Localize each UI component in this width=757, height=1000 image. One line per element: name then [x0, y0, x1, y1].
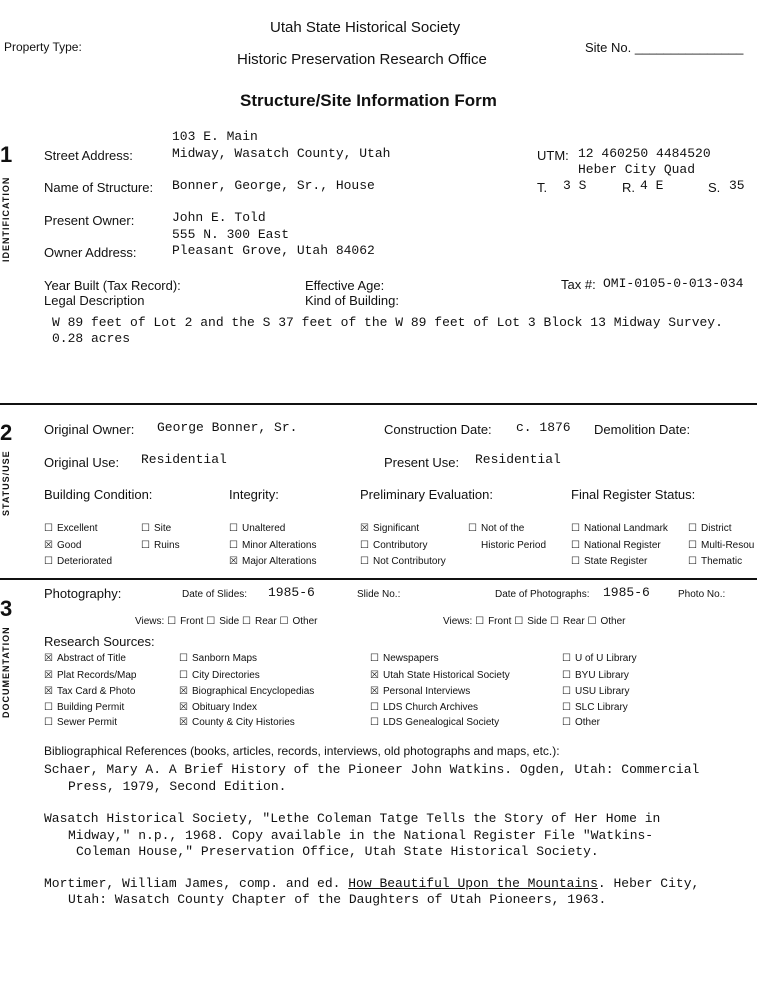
slide-views: Views: ☐ Front ☐ Side ☐ Rear ☐ Other: [135, 616, 318, 627]
legal-line2: 0.28 acres: [52, 331, 131, 346]
slide-view-front[interactable]: ☐ Front: [167, 616, 204, 627]
section-tag-documentation: DOCUMENTATION: [1, 626, 11, 718]
checkbox-icon: ☐: [562, 702, 571, 713]
street-line2: Midway, Wasatch County, Utah: [172, 146, 391, 161]
section-divider-2: [0, 578, 757, 580]
source-newspapers[interactable]: ☐ Newspapers: [370, 653, 439, 664]
bib-entry-3-title: How Beautiful Upon the Mountains: [348, 876, 598, 891]
checkbox-checked-icon: ☒: [179, 717, 188, 728]
source-tax-card[interactable]: ☒ Tax Card & Photo: [44, 686, 136, 697]
condition-excellent[interactable]: ☐ Excellent: [44, 523, 98, 534]
checkbox-icon: ☐: [571, 556, 580, 567]
section-divider-1: [0, 403, 757, 405]
slide-view-side[interactable]: ☐ Side: [206, 616, 240, 627]
checkbox-icon: ☐: [141, 523, 150, 534]
checkbox-icon: ☐: [179, 653, 188, 664]
original-owner-label: Original Owner:: [44, 422, 135, 437]
bib-entry-2-line3: Coleman House," Preservation Office, Utah State Historical Society.: [76, 844, 599, 859]
utm-value: 12 460250 4484520: [578, 146, 711, 161]
final-register-label: Final Register Status:: [571, 487, 696, 502]
bib-entry-3-line2: Utah: Wasatch County Chapter of the Daughters of Utah Pioneers, 1963.: [68, 892, 607, 907]
integrity-major[interactable]: ☒ Major Alterations: [229, 556, 317, 567]
photo-view-side[interactable]: ☐ Side: [514, 616, 548, 627]
section-number-3: 3: [0, 596, 13, 621]
checkbox-icon: ☐: [562, 686, 571, 697]
construction-date-value: c. 1876: [516, 420, 571, 435]
final-national-landmark[interactable]: ☐ National Landmark: [571, 523, 668, 534]
section-number-2: 2: [0, 420, 13, 445]
form-title: Structure/Site Information Form: [240, 91, 497, 110]
checkbox-icon: ☐: [688, 523, 697, 534]
checkbox-checked-icon: ☒: [370, 670, 379, 681]
prelim-significant[interactable]: ☒ Significant: [360, 523, 420, 534]
photo-view-other[interactable]: ☐ Other: [587, 616, 626, 627]
condition-ruins[interactable]: ☐ Ruins: [141, 540, 180, 551]
range-value: 4 E: [640, 178, 664, 193]
checkbox-icon: ☐: [562, 717, 571, 728]
township-label: T.: [537, 180, 548, 195]
section-tag-status-use: STATUS/USE: [1, 450, 11, 516]
section-number-1: 1: [0, 142, 13, 167]
property-type-label: Property Type:: [4, 40, 82, 54]
checkbox-icon: ☐: [571, 523, 580, 534]
checkbox-icon: ☐: [370, 717, 379, 728]
checkbox-icon: ☐: [44, 717, 53, 728]
checkbox-icon: ☐: [562, 670, 571, 681]
source-lds-genealogical[interactable]: ☐ LDS Genealogical Society: [370, 717, 500, 728]
photos-date-label: Date of Photographs:: [495, 589, 590, 600]
checkbox-checked-icon: ☒: [44, 653, 53, 664]
owner-address-label: Owner Address:: [44, 245, 137, 260]
legal-line1: W 89 feet of Lot 2 and the S 37 feet of the W 89 feet of Lot 3 Block 13 Midway Survey.: [52, 315, 723, 330]
photo-views: Views: ☐ Front ☐ Side ☐ Rear ☐ Other: [443, 616, 626, 627]
section-value: 35: [729, 178, 745, 193]
checkbox-icon: ☐: [44, 556, 53, 567]
preliminary-evaluation-label: Preliminary Evaluation:: [360, 487, 493, 502]
final-state-register[interactable]: ☐ State Register: [571, 556, 648, 567]
structure-label: Name of Structure:: [44, 180, 154, 195]
present-use-value: Residential: [475, 452, 561, 467]
checkbox-icon: ☐: [370, 702, 379, 713]
slide-view-other[interactable]: ☐ Other: [279, 616, 318, 627]
checkbox-icon: ☐: [562, 653, 571, 664]
checkbox-icon: ☐: [468, 523, 477, 534]
slide-view-rear[interactable]: ☐ Rear: [241, 616, 277, 627]
checkbox-icon: ☐: [167, 616, 177, 627]
prelim-not-contributory[interactable]: ☐ Not Contributory: [360, 556, 446, 567]
slides-date-value: 1985-6: [268, 585, 315, 600]
slides-date-label: Date of Slides:: [182, 589, 248, 600]
source-usu[interactable]: ☐ USU Library: [562, 686, 630, 697]
source-building-permit[interactable]: ☐ Building Permit: [44, 702, 125, 713]
bib-entry-1-line1: Schaer, Mary A. A Brief History of the Pioneer John Watkins. Ogden, Utah: Commercial: [44, 762, 700, 777]
bibliography-label: Bibliographical References (books, articles, records, interviews, old photographs and maps, etc.):: [44, 744, 560, 758]
source-other[interactable]: ☐ Other: [562, 717, 601, 728]
prelim-contributory[interactable]: ☐ Contributory: [360, 540, 428, 551]
source-slc[interactable]: ☐ SLC Library: [562, 702, 628, 713]
owner-line1: John E. Told: [172, 210, 266, 225]
bib-entry-2-line1: Wasatch Historical Society, "Lethe Coleman Tatge Tells the Story of Her Home in: [44, 811, 661, 826]
section-label: S.: [708, 180, 721, 195]
owner-address-value: Pleasant Grove, Utah 84062: [172, 243, 375, 258]
effective-age-label: Effective Age:: [305, 278, 385, 293]
prelim-historic-period-label: Historic Period: [481, 540, 547, 551]
research-sources-label: Research Sources:: [44, 634, 155, 649]
checkbox-icon: ☐: [587, 616, 597, 627]
source-sanborn[interactable]: ☐ Sanborn Maps: [179, 653, 258, 664]
photos-date-value: 1985-6: [603, 585, 650, 600]
source-byu[interactable]: ☐ BYU Library: [562, 670, 629, 681]
quad-value: Heber City Quad: [578, 162, 696, 177]
checkbox-checked-icon: ☒: [44, 686, 53, 697]
source-bio-encyclopedias[interactable]: ☒ Biographical Encyclopedias: [179, 686, 315, 697]
slide-no-label: Slide No.:: [357, 589, 401, 600]
condition-site[interactable]: ☐ Site: [141, 523, 172, 534]
owner-line2: 555 N. 300 East: [172, 227, 290, 242]
source-obituary[interactable]: ☒ Obituary Index: [179, 702, 258, 713]
township-value: 3 S: [563, 178, 587, 193]
checkbox-checked-icon: ☒: [370, 686, 379, 697]
range-label: R.: [622, 180, 635, 195]
checkbox-icon: ☐: [229, 523, 238, 534]
condition-good[interactable]: ☒ Good: [44, 540, 82, 551]
checkbox-icon: ☐: [360, 540, 369, 551]
checkbox-icon: ☐: [571, 540, 580, 551]
checkbox-checked-icon: ☒: [44, 670, 53, 681]
checkbox-checked-icon: ☒: [179, 702, 188, 713]
checkbox-icon: ☐: [360, 556, 369, 567]
structure-value: Bonner, George, Sr., House: [172, 178, 375, 193]
condition-deteriorated[interactable]: ☐ Deteriorated: [44, 556, 113, 567]
photo-no-label: Photo No.:: [678, 589, 726, 600]
checkbox-icon: ☐: [44, 523, 53, 534]
checkbox-icon: ☐: [688, 540, 697, 551]
building-condition-label: Building Condition:: [44, 487, 153, 502]
source-uofu[interactable]: ☐ U of U Library: [562, 653, 637, 664]
year-built-label: Year Built (Tax Record):: [44, 278, 181, 293]
owner-label: Present Owner:: [44, 213, 135, 228]
integrity-minor[interactable]: ☐ Minor Alterations: [229, 540, 317, 551]
source-county-histories[interactable]: ☒ County & City Histories: [179, 717, 295, 728]
bib-entry-1-line2: Press, 1979, Second Edition.: [68, 779, 287, 794]
checkbox-icon: ☐: [279, 616, 289, 627]
source-plat[interactable]: ☒ Plat Records/Map: [44, 670, 137, 681]
demolition-date-label: Demolition Date:: [594, 422, 691, 437]
original-use-value: Residential: [141, 452, 227, 467]
final-multi-resource[interactable]: ☐ Multi-Resou: [688, 540, 755, 551]
checkbox-icon: ☐: [549, 616, 559, 627]
tax-label: Tax #:: [561, 277, 596, 292]
photo-view-rear[interactable]: ☐ Rear: [549, 616, 585, 627]
checkbox-checked-icon: ☒: [360, 523, 369, 534]
final-national-register[interactable]: ☐ National Register: [571, 540, 661, 551]
tax-value: OMI-0105-0-013-034: [603, 276, 744, 291]
prelim-not-historic[interactable]: ☐ Not of the: [468, 523, 525, 534]
photo-view-front[interactable]: ☐ Front: [475, 616, 512, 627]
org-name: Utah State Historical Society: [270, 19, 461, 36]
source-city-directories[interactable]: ☐ City Directories: [179, 670, 260, 681]
checkbox-checked-icon: ☒: [229, 556, 238, 567]
source-lds-archives[interactable]: ☐ LDS Church Archives: [370, 702, 479, 713]
bib-entry-3-line1: Mortimer, William James, comp. and ed. How Beautiful Upon the Mountains. Heber City,: [44, 876, 700, 891]
checkbox-icon: ☐: [44, 702, 53, 713]
utm-label: UTM:: [537, 148, 569, 163]
site-no-label: Site No. _______________: [585, 40, 744, 55]
office-name: Historic Preservation Research Office: [237, 51, 487, 68]
checkbox-checked-icon: ☒: [179, 686, 188, 697]
source-abstract[interactable]: ☒ Abstract of Title: [44, 653, 126, 664]
final-district[interactable]: ☐ District: [688, 523, 732, 534]
checkbox-icon: ☐: [475, 616, 485, 627]
checkbox-icon: ☐: [514, 616, 524, 627]
integrity-unaltered[interactable]: ☐ Unaltered: [229, 523, 286, 534]
section-tag-identification: IDENTIFICATION: [1, 176, 11, 262]
integrity-label: Integrity:: [229, 487, 279, 502]
original-use-label: Original Use:: [44, 455, 120, 470]
source-ushs[interactable]: ☒ Utah State Historical Society: [370, 670, 510, 681]
checkbox-icon: ☐: [229, 540, 238, 551]
kind-label: Kind of Building:: [305, 293, 399, 308]
legal-label: Legal Description: [44, 293, 145, 308]
street-label: Street Address:: [44, 148, 133, 163]
checkbox-icon: ☐: [141, 540, 150, 551]
original-owner-value: George Bonner, Sr.: [157, 420, 298, 435]
checkbox-icon: ☐: [206, 616, 216, 627]
checkbox-icon: ☐: [241, 616, 251, 627]
bib-entry-2-line2: Midway," n.p., 1968. Copy available in the National Register File "Watkins-: [68, 828, 654, 843]
construction-date-label: Construction Date:: [384, 422, 492, 437]
checkbox-icon: ☐: [370, 653, 379, 664]
checkbox-icon: ☐: [688, 556, 697, 567]
present-use-label: Present Use:: [384, 455, 460, 470]
source-interviews[interactable]: ☒ Personal Interviews: [370, 686, 471, 697]
photography-label: Photography:: [44, 586, 122, 601]
street-line1: 103 E. Main: [172, 129, 258, 144]
checkbox-icon: ☐: [179, 670, 188, 681]
final-thematic[interactable]: ☐ Thematic: [688, 556, 743, 567]
source-sewer-permit[interactable]: ☐ Sewer Permit: [44, 717, 118, 728]
checkbox-checked-icon: ☒: [44, 540, 53, 551]
